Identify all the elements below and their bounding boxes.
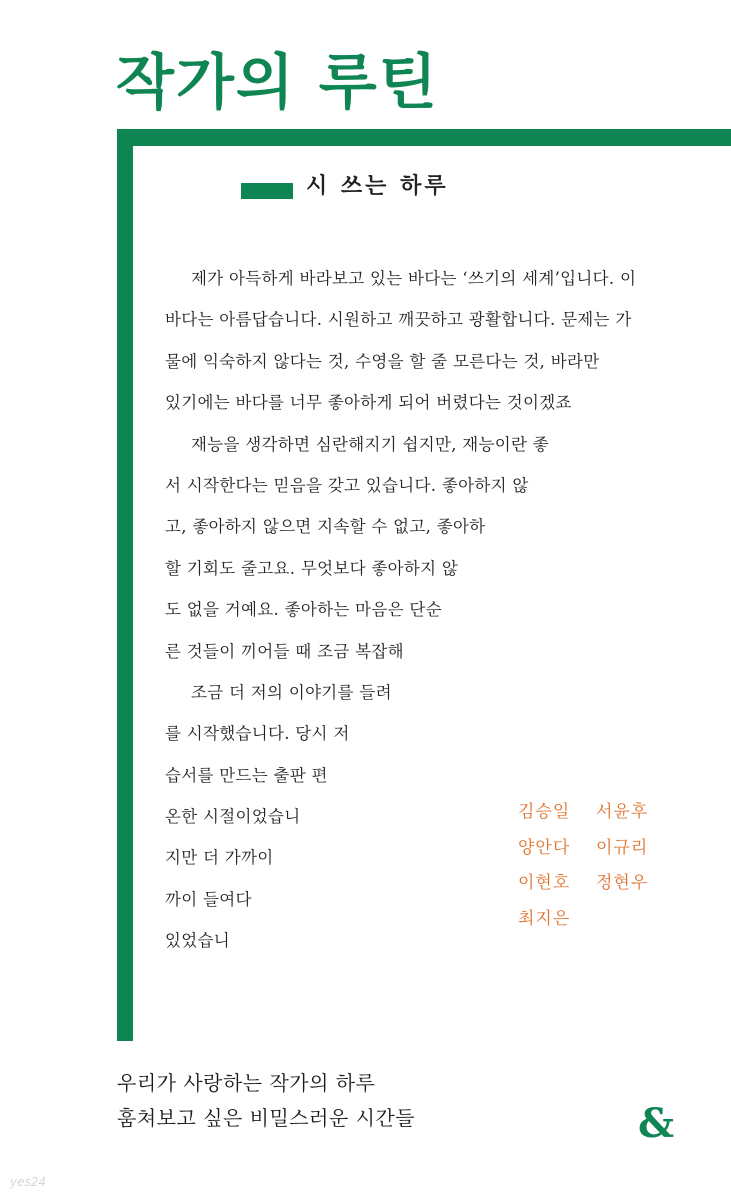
book-subtitle: 시 쓰는 하루 (306, 174, 449, 199)
excerpt-line: 있기에는 바다를 너무 좋아하게 되어 버렸다는 것이겠죠 (165, 393, 572, 413)
excerpt-line: 를 시작했습니다. 당시 저 (165, 724, 350, 744)
excerpt-line: 습서를 만드는 출판 편 (165, 765, 328, 785)
author-name: 양안다 (518, 837, 571, 858)
publisher-logo-icon: & (638, 1100, 675, 1147)
excerpt-line: 있었습니 (165, 931, 230, 951)
subtitle-accent-bar (241, 183, 293, 199)
author-name: 이규리 (596, 837, 649, 858)
author-name: 최지은 (518, 908, 571, 929)
excerpt-line: 른 것들이 끼어들 때 조금 복잡해 (165, 641, 404, 661)
excerpt-line: 바다는 아름답습니다. 시원하고 깨끗하고 광활합니다. 문제는 가 (165, 310, 632, 330)
excerpt-line: 지만 더 가까이 (165, 848, 274, 868)
excerpt-line: 물에 익숙하지 않다는 것, 수영을 할 줄 모른다는 것, 바라만 (165, 351, 600, 371)
excerpt-line: 까이 들여다 (165, 889, 252, 909)
author-list (518, 795, 674, 937)
excerpt-line: 서 시작한다는 믿음을 갖고 있습니다. 좋아하지 않 (165, 475, 529, 495)
excerpt-line: 할 기회도 줄고요. 무엇보다 좋아하지 않 (165, 558, 459, 578)
author-name: 서윤후 (596, 802, 649, 822)
book-title: 작가의 루틴 (116, 48, 439, 118)
tagline (117, 1066, 415, 1136)
excerpt-line: 조금 더 저의 이야기를 들려 (191, 682, 392, 702)
excerpt-line: 제가 아득하게 바라보고 있는 바다는 ‘쓰기의 세계’입니다. 이 (191, 269, 637, 288)
excerpt-line: 재능을 생각하면 심란해지기 쉽지만, 재능이란 좋 (191, 434, 550, 454)
frame-left-bar (117, 129, 133, 1041)
author-name: 김승일 (518, 802, 571, 822)
author-name: 이현호 (518, 873, 571, 893)
frame-top-bar (117, 129, 731, 146)
excerpt-line: 온한 시절이었습니 (165, 807, 301, 827)
tagline-line: 우리가 사랑하는 작가의 하루 (117, 1071, 376, 1095)
excerpt-line: 고, 좋아하지 않으면 지속할 수 없고, 좋아하 (165, 517, 486, 537)
excerpt-line: 도 없을 거예요. 좋아하는 마음은 단순 (165, 600, 442, 620)
watermark: yes24 (10, 1175, 47, 1189)
tagline-line: 훔쳐보고 싶은 비밀스러운 시간들 (117, 1106, 416, 1130)
author-name: 정현우 (596, 873, 649, 893)
